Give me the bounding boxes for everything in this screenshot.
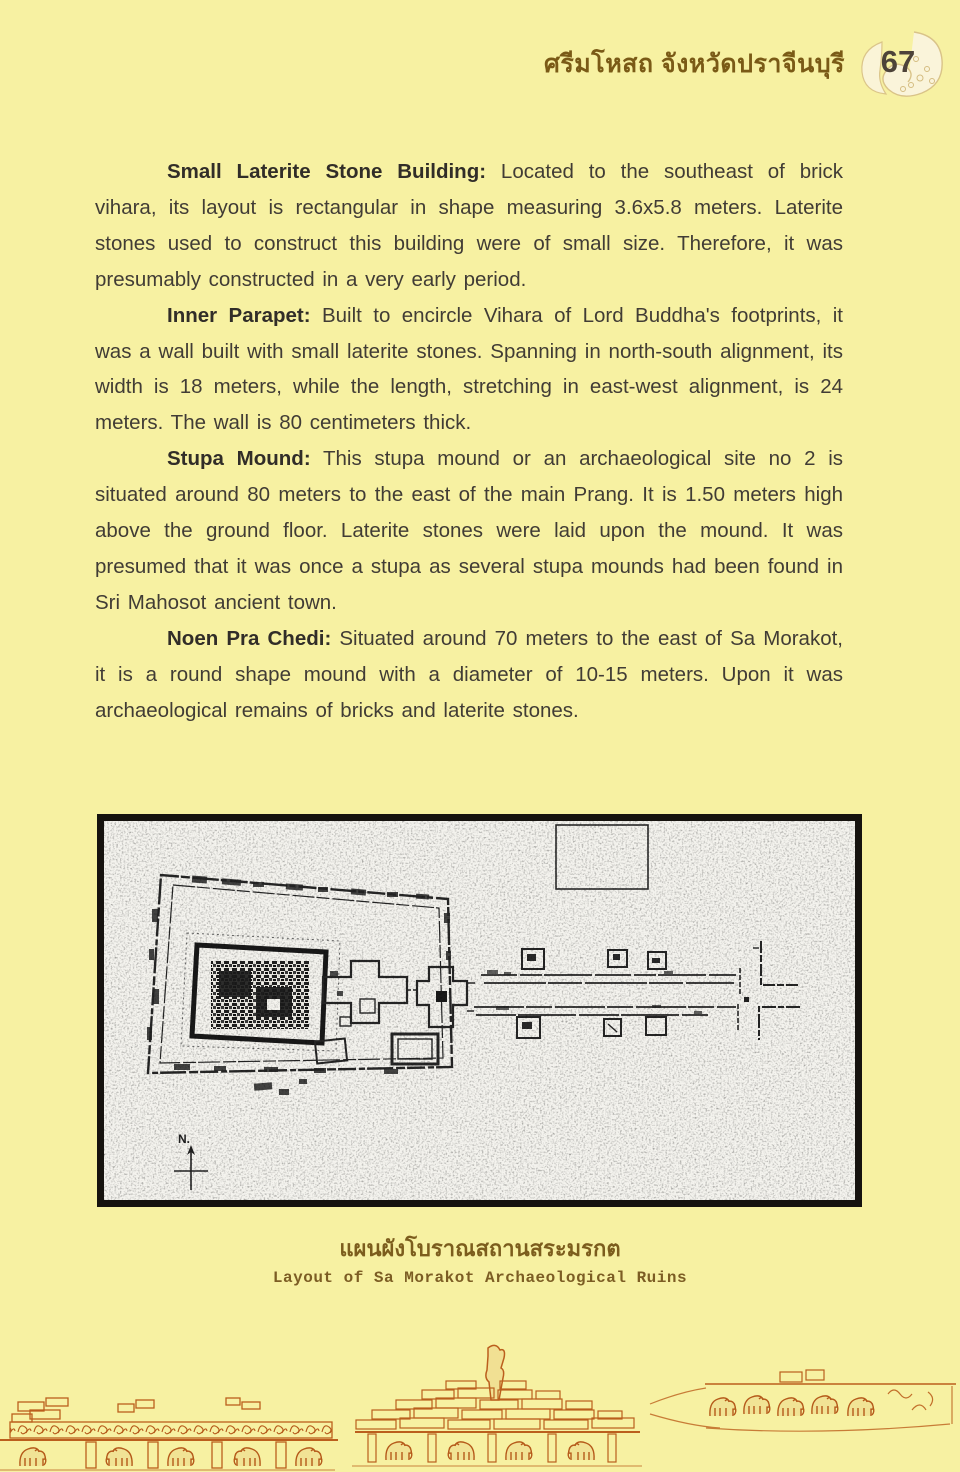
scan-noise bbox=[104, 821, 855, 1200]
paragraph-lead: Inner Parapet: bbox=[167, 303, 311, 327]
paragraph-body: Built to encircle Vihara of Lord Buddha's footprints, it was a wall built with small laterite stones. Spanning in north-south alignment, its width is 18 meters, while the length, stretching in east-west alignment, is 24 meters. The wall is 80 centimeters thick. bbox=[95, 303, 843, 435]
paragraph-stupa-mound bbox=[95, 441, 843, 621]
figure-caption-thai: แผนผังโบราณสถานสระมรกต bbox=[339, 1236, 621, 1261]
paragraph-body: Located to the southeast of brick vihara, its layout is rectangular in shape measuring 3.6x5.8 meters. Laterite stones used to construct this building were of small size. Therefore, it was presumably constructed in a very early period. bbox=[95, 160, 843, 291]
paragraph-body: Situated around 70 meters to the east of Sa Morakot, it is a round shape mound with a diameter of 10-15 meters. Upon it was archaeological remains of bricks and laterite stones. bbox=[95, 626, 843, 722]
figure-captions bbox=[0, 1231, 960, 1287]
paragraph-lead: Small Laterite Stone Building: bbox=[167, 160, 487, 183]
chapter-title-thai: ศรีมโหสถ จังหวัดปราจีนบุรี bbox=[543, 50, 845, 78]
page-number-ornament bbox=[848, 26, 956, 114]
paragraph-lead: Stupa Mound: bbox=[167, 447, 311, 471]
paragraph-small-laterite-building bbox=[95, 154, 843, 298]
footer-ruins-artwork bbox=[0, 1340, 960, 1472]
page-number: 67 bbox=[880, 44, 916, 79]
paragraph-body: This stupa mound or an archaeological site no 2 is situated around 80 meters to the east of the main Prang. It is 1.50 meters high above the ground floor. Laterite stones were laid upon the mound. It was presumed that it was once a stupa as several stupa mounds had been found in Sri Mahosot ancient town. bbox=[95, 447, 843, 614]
figure-caption-english: Layout of Sa Morakot Archaeological Ruins bbox=[272, 1269, 688, 1287]
paragraph-noen-pra-chedi bbox=[95, 621, 843, 729]
central-ruins bbox=[352, 1345, 642, 1466]
right-ruins bbox=[650, 1370, 956, 1431]
main-text-block bbox=[95, 154, 843, 729]
page-header bbox=[0, 44, 845, 84]
broken-pillar bbox=[486, 1345, 505, 1400]
north-label: N. bbox=[178, 1132, 190, 1146]
figure-frame bbox=[97, 814, 862, 1207]
site-plan-diagram bbox=[104, 821, 855, 1200]
left-ruins bbox=[0, 1398, 338, 1470]
paragraph-lead: Noen Pra Chedi: bbox=[167, 626, 332, 650]
paragraph-inner-parapet bbox=[95, 298, 843, 442]
